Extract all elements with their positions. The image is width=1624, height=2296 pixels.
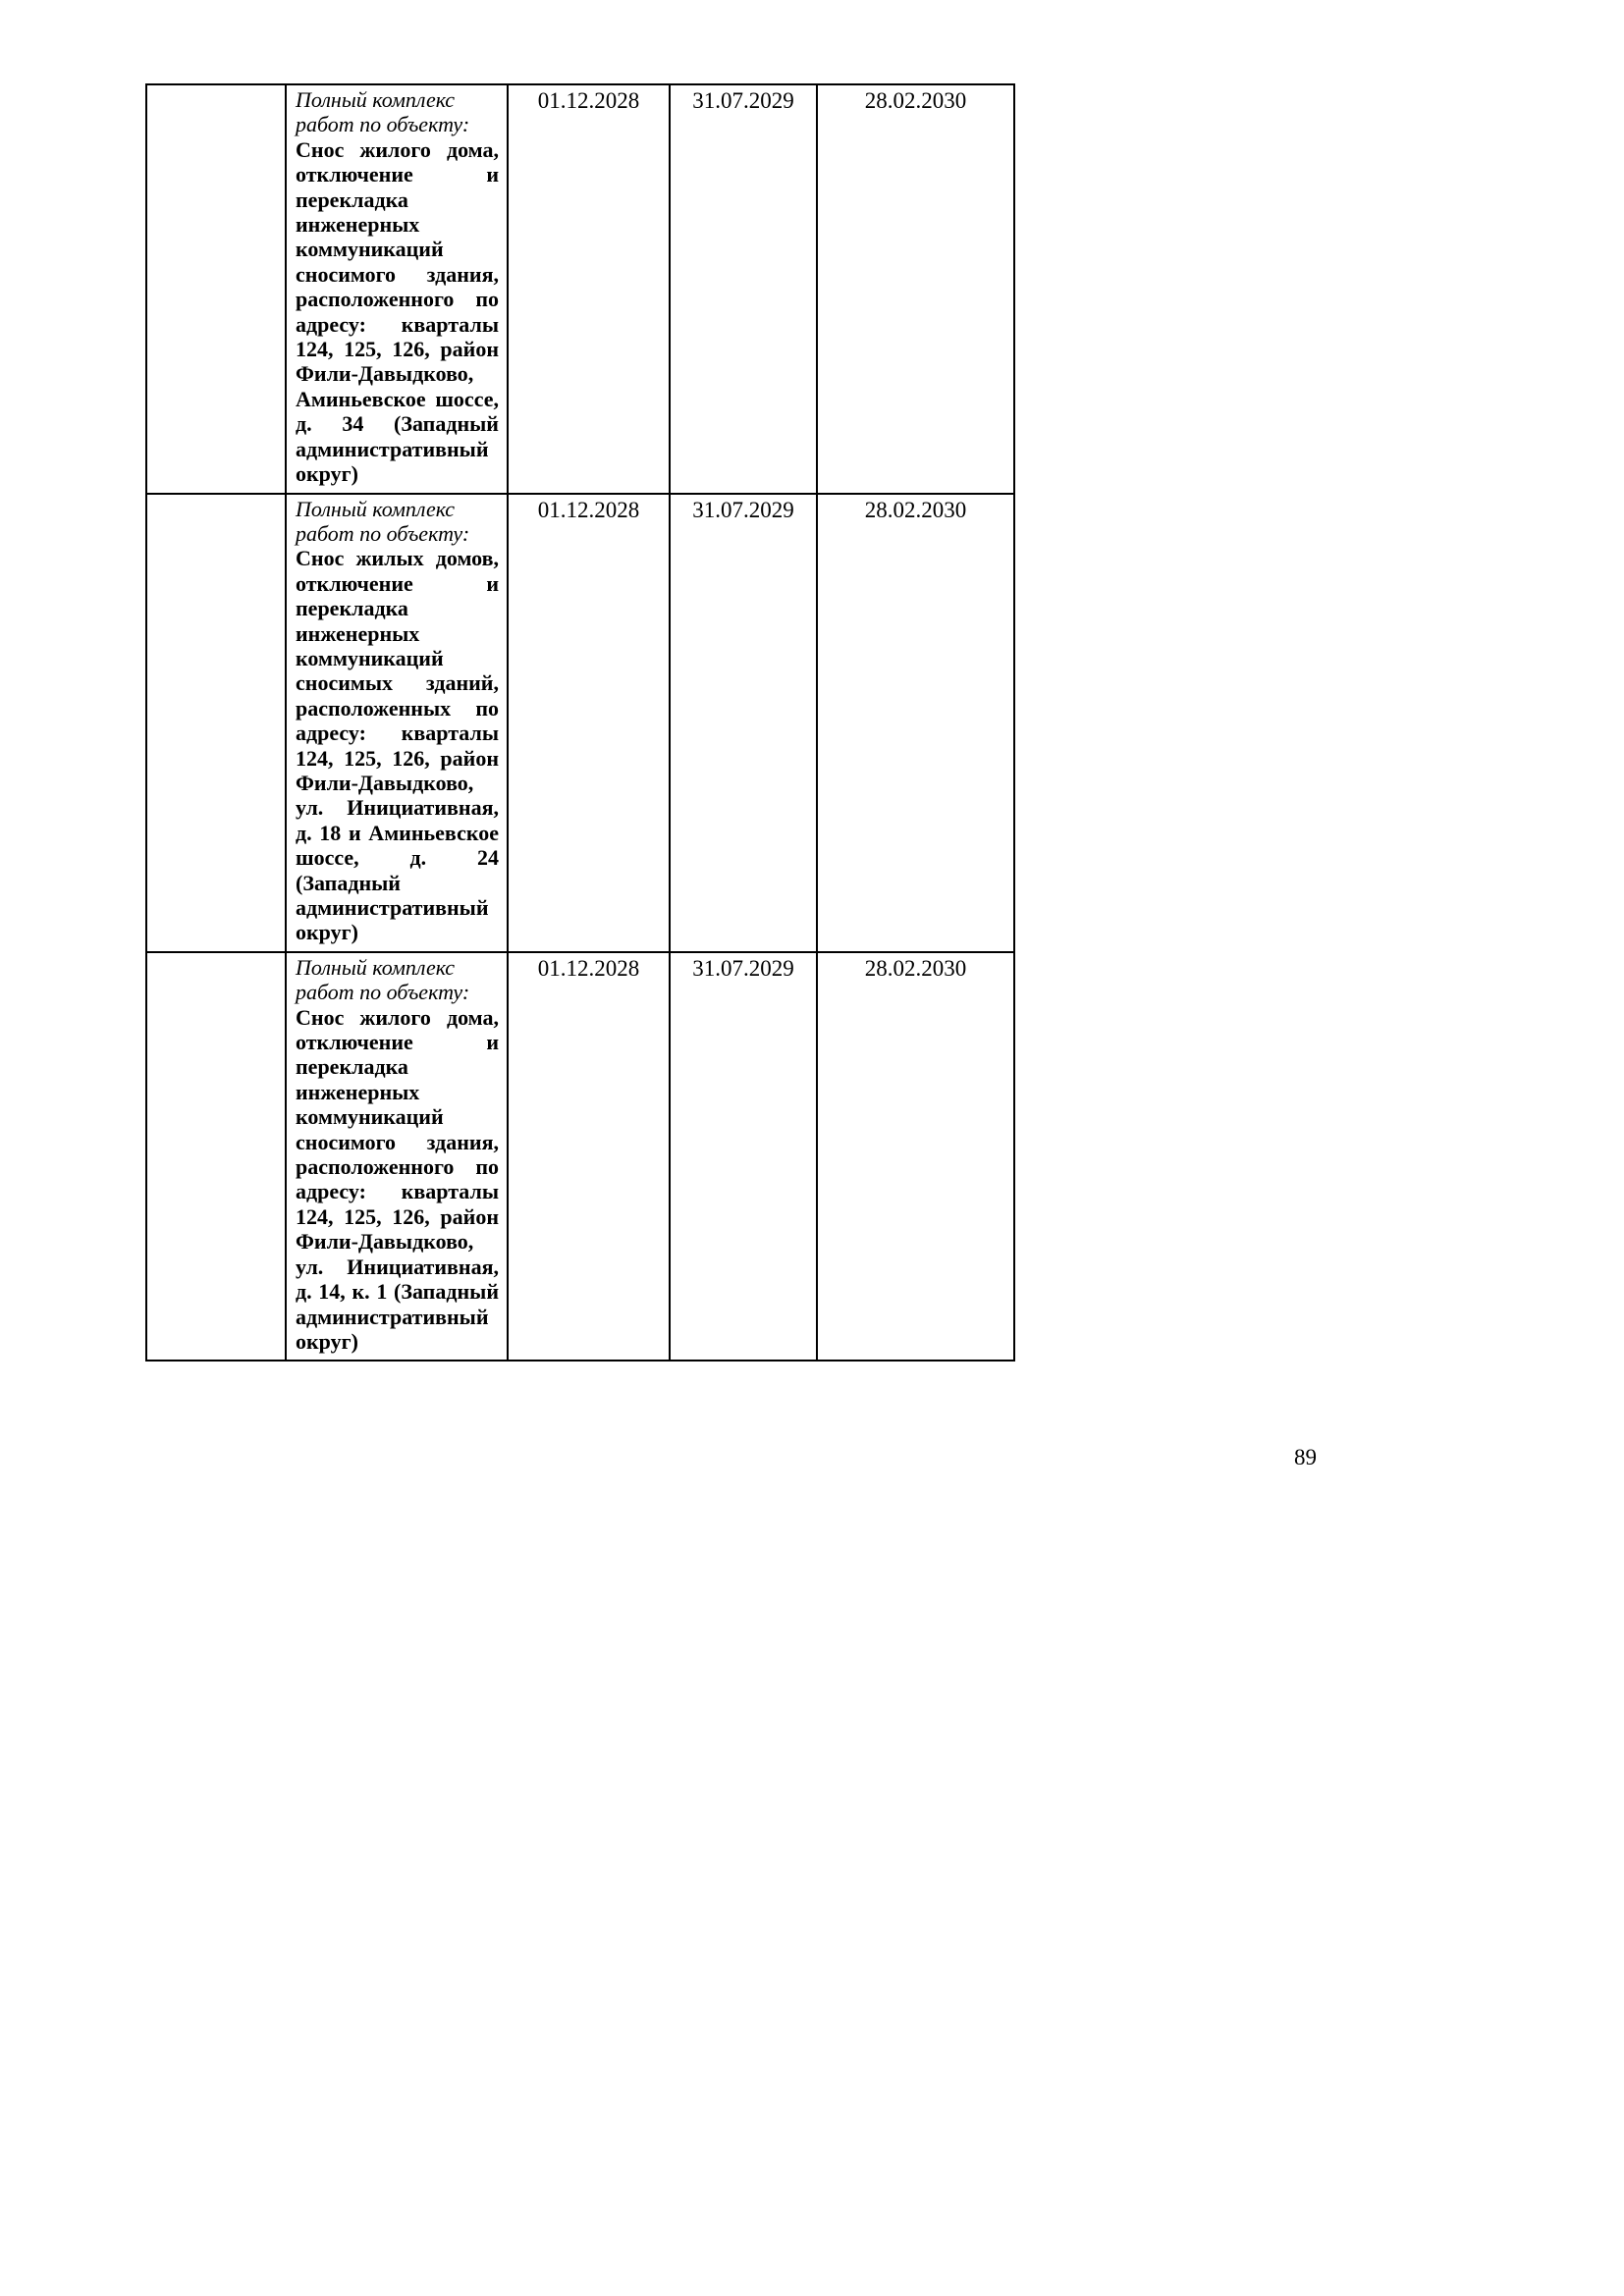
empty-cell bbox=[146, 952, 286, 1362]
work-description: Снос жилого дома, отключение и перекладка инженерных коммуникаций сносимого здания, расположенного по адресу: кварталы 124, 125, 126, район Фили-Давыдково, ул. Инициативная, д. 14, к. 1 (Западный административный округ) bbox=[296, 1004, 499, 1354]
date-mid-cell: 31.07.2029 bbox=[670, 494, 817, 952]
date-end-cell: 28.02.2030 bbox=[817, 84, 1014, 494]
work-description: Снос жилых домов, отключение и перекладка инженерных коммуникаций сносимых зданий, расположенных по адресу: кварталы 124, 125, 126, район Фили-Давыдково, ул. Инициативная, д. 18 и Аминьевское шоссе, д. 24 (Западный административный округ) bbox=[296, 546, 499, 945]
date-start-cell: 01.12.2028 bbox=[508, 952, 670, 1362]
empty-cell bbox=[146, 84, 286, 494]
work-intro: Полный комплекс работ по объекту: bbox=[296, 954, 470, 1005]
work-description-cell bbox=[286, 84, 508, 494]
date-end-cell: 28.02.2030 bbox=[817, 952, 1014, 1362]
date-end-cell: 28.02.2030 bbox=[817, 494, 1014, 952]
table-row bbox=[146, 84, 1014, 494]
date-start-cell: 01.12.2028 bbox=[508, 84, 670, 494]
date-mid-cell: 31.07.2029 bbox=[670, 84, 817, 494]
work-intro: Полный комплекс работ по объекту: bbox=[296, 496, 470, 546]
table-row bbox=[146, 952, 1014, 1362]
empty-cell bbox=[146, 494, 286, 952]
work-intro: Полный комплекс работ по объекту: bbox=[296, 87, 470, 137]
work-description: Снос жилого дома, отключение и перекладка инженерных коммуникаций сносимого здания, расположенного по адресу: кварталы 124, 125, 126, район Фили-Давыдково, Аминьевское шоссе, д. 34 (Западный административный округ) bbox=[296, 136, 499, 487]
date-mid-cell: 31.07.2029 bbox=[670, 952, 817, 1362]
table-row bbox=[146, 494, 1014, 952]
schedule-table bbox=[145, 83, 1015, 1362]
work-description-cell bbox=[286, 952, 508, 1362]
work-description-cell bbox=[286, 494, 508, 952]
date-start-cell: 01.12.2028 bbox=[508, 494, 670, 952]
page-number: 89 bbox=[1294, 1445, 1317, 1469]
